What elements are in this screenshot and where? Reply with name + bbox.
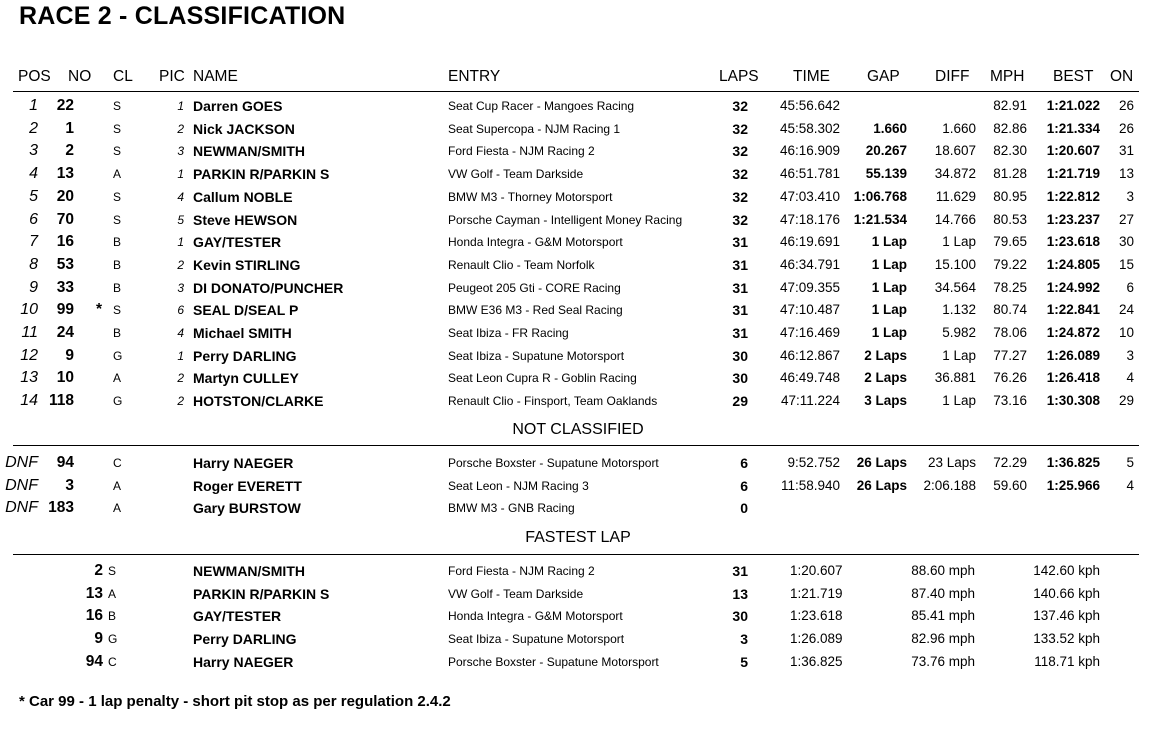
entry-cell: Porsche Boxster - Supatune Motorsport xyxy=(448,456,659,470)
entry-cell: VW Golf - Team Darkside xyxy=(448,167,584,182)
table-row xyxy=(0,322,1153,344)
class-cell: G xyxy=(108,632,118,647)
diff-cell: 14.766 xyxy=(934,211,976,227)
on-lap-cell: 24 xyxy=(1118,302,1134,318)
driver-name-cell: Kevin STIRLING xyxy=(193,256,301,273)
diff-cell: 23 Laps xyxy=(927,455,976,470)
entry-cell: Seat Ibiza - FR Racing xyxy=(448,326,569,340)
speed-mph-cell: 73.76 mph xyxy=(911,653,975,669)
class-cell: A xyxy=(113,501,122,515)
fastest-lap-heading: FASTEST LAP xyxy=(525,529,631,546)
time-cell: 47:18.176 xyxy=(779,211,840,227)
driver-name-cell: PARKIN R/PARKIN S xyxy=(193,166,330,183)
mph-cell: 73.16 xyxy=(993,393,1027,409)
gap-cell: 26 Laps xyxy=(856,455,907,470)
gap-cell: 1.660 xyxy=(873,120,907,136)
table-row xyxy=(0,277,1153,299)
pic-cell: 3 xyxy=(177,144,184,159)
entry-cell: Seat Ibiza - Supatune Motorsport xyxy=(448,632,625,647)
entry-cell: Renault Clio - Team Norfolk xyxy=(448,257,595,272)
best-lap-cell: 1:25.966 xyxy=(1046,477,1100,493)
pos-cell: DNF xyxy=(5,499,38,516)
speed-kph-cell: 142.60 kph xyxy=(1033,563,1100,578)
car-number-cell: 70 xyxy=(56,210,74,228)
entry-cell: BMW M3 - GNB Racing xyxy=(448,501,575,515)
on-lap-cell: 15 xyxy=(1118,256,1134,272)
table-row xyxy=(0,140,1153,162)
class-cell: A xyxy=(113,478,122,493)
fastest-lap-row xyxy=(0,560,1153,582)
driver-name-cell: Gary BURSTOW xyxy=(193,500,301,516)
best-lap-cell: 1:30.308 xyxy=(1046,393,1100,409)
class-cell: S xyxy=(113,303,122,318)
diff-cell: 1 Lap xyxy=(942,393,976,409)
header-no: NO xyxy=(68,68,92,85)
time-cell: 47:16.469 xyxy=(779,325,840,340)
table-row xyxy=(0,299,1153,321)
entry-cell: BMW M3 - Thorney Motorsport xyxy=(448,189,613,204)
pos-cell: 9 xyxy=(29,278,38,296)
diff-cell: 1.660 xyxy=(942,120,976,136)
car-number-cell: 13 xyxy=(85,584,103,602)
class-cell: B xyxy=(113,280,122,295)
on-lap-cell: 6 xyxy=(1126,279,1134,295)
gap-cell: 1 Lap xyxy=(871,256,907,272)
class-cell: B xyxy=(113,235,122,250)
pos-cell: 10 xyxy=(20,301,38,319)
car-number-cell: 2 xyxy=(65,142,74,160)
pic-cell: 1 xyxy=(177,235,184,250)
pos-cell: 4 xyxy=(29,165,38,183)
pos-cell: 14 xyxy=(20,392,38,410)
header-diff: DIFF xyxy=(935,68,970,85)
time-cell: 45:56.642 xyxy=(779,98,840,113)
gap-cell: 3 Laps xyxy=(864,393,907,409)
class-cell: A xyxy=(113,371,122,386)
car-number-cell: 3 xyxy=(65,476,74,494)
driver-name-cell: Darren GOES xyxy=(193,98,283,114)
car-number-cell: 94 xyxy=(56,454,74,471)
table-row xyxy=(0,390,1153,412)
table-row xyxy=(0,254,1153,276)
table-row xyxy=(0,95,1153,117)
laps-cell: 32 xyxy=(732,98,748,114)
on-lap-cell: 27 xyxy=(1118,211,1134,227)
pos-cell: 7 xyxy=(29,233,38,251)
speed-kph-cell: 137.46 kph xyxy=(1033,608,1100,624)
header-cl: CL xyxy=(113,68,133,85)
time-cell: 47:09.355 xyxy=(779,279,840,295)
header-laps: LAPS xyxy=(719,68,759,85)
page-title: RACE 2 - CLASSIFICATION xyxy=(19,2,346,30)
gap-cell: 1 Lap xyxy=(871,302,907,318)
lap-number-cell: 31 xyxy=(732,563,748,579)
car-number-cell: 22 xyxy=(56,97,74,114)
driver-name-cell: Perry DARLING xyxy=(193,631,297,648)
table-row xyxy=(0,118,1153,140)
diff-cell: 1 Lap xyxy=(942,234,976,250)
time-cell: 46:34.791 xyxy=(779,256,840,272)
mph-cell: 78.25 xyxy=(993,279,1027,295)
pos-cell: 1 xyxy=(29,97,38,114)
laps-cell: 31 xyxy=(732,279,748,296)
entry-cell: Honda Integra - G&M Motorsport xyxy=(448,235,623,250)
gap-cell: 1 Lap xyxy=(871,325,907,340)
class-cell: B xyxy=(113,257,122,272)
pos-cell: 5 xyxy=(29,187,38,205)
best-lap-cell: 1:24.805 xyxy=(1046,256,1100,272)
driver-name-cell: PARKIN R/PARKIN S xyxy=(193,585,330,602)
car-number-cell: 20 xyxy=(56,187,74,205)
driver-name-cell: HOTSTON/CLARKE xyxy=(193,393,324,410)
best-lap-cell: 1:26.089 xyxy=(1046,347,1100,363)
time-cell: 46:12.867 xyxy=(779,347,840,363)
not-classified-heading: NOT CLASSIFIED xyxy=(512,421,644,438)
header-mph: MPH xyxy=(990,68,1025,85)
pic-cell: 4 xyxy=(177,189,184,204)
pic-cell: 1 xyxy=(177,99,184,113)
best-lap-cell: 1:36.825 xyxy=(1046,455,1100,470)
entry-cell: VW Golf - Team Darkside xyxy=(448,586,584,601)
on-lap-cell: 4 xyxy=(1126,477,1134,493)
car-number-cell: 2 xyxy=(94,562,103,579)
best-lap-cell: 1:21.334 xyxy=(1046,120,1100,136)
speed-mph-cell: 85.41 mph xyxy=(911,608,975,624)
mph-cell: 80.53 xyxy=(993,211,1027,227)
table-row xyxy=(0,497,1153,519)
mph-cell: 80.74 xyxy=(993,302,1027,318)
driver-name-cell: Steve HEWSON xyxy=(193,211,298,228)
class-cell: S xyxy=(108,564,117,578)
driver-name-cell: DI DONATO/PUNCHER xyxy=(193,279,344,296)
driver-name-cell: Callum NOBLE xyxy=(193,188,293,205)
lap-number-cell: 5 xyxy=(740,653,748,670)
class-cell: G xyxy=(113,348,123,363)
speed-mph-cell: 88.60 mph xyxy=(911,563,975,578)
laps-cell: 32 xyxy=(732,166,748,183)
gap-cell: 1:06.768 xyxy=(853,188,907,204)
driver-name-cell: Roger EVERETT xyxy=(193,477,302,494)
diff-cell: 34.564 xyxy=(934,279,976,295)
mph-cell: 78.06 xyxy=(993,325,1027,340)
mph-cell: 76.26 xyxy=(993,370,1027,386)
pic-cell: 5 xyxy=(177,212,184,227)
table-row xyxy=(0,209,1153,231)
best-lap-cell: 1:21.719 xyxy=(1046,166,1100,182)
header-entry: ENTRY xyxy=(448,68,501,85)
pos-cell: DNF xyxy=(5,454,38,471)
driver-name-cell: NEWMAN/SMITH xyxy=(193,143,305,160)
driver-name-cell: NEWMAN/SMITH xyxy=(193,563,305,579)
diff-cell: 18.607 xyxy=(934,143,976,159)
table-row xyxy=(0,186,1153,208)
mph-cell: 82.30 xyxy=(993,143,1027,159)
gap-cell: 1 Lap xyxy=(871,279,907,295)
table-row xyxy=(0,367,1153,389)
lap-time-cell: 1:26.089 xyxy=(790,631,843,647)
pos-cell: 11 xyxy=(21,324,38,341)
table-row xyxy=(0,345,1153,367)
pic-cell: 6 xyxy=(177,303,184,318)
pos-cell: 2 xyxy=(29,119,38,137)
gap-cell: 1 Lap xyxy=(871,234,907,250)
laps-cell: 0 xyxy=(740,500,748,516)
pos-cell: DNF xyxy=(5,476,38,494)
lap-time-cell: 1:36.825 xyxy=(790,653,843,669)
pic-cell: 1 xyxy=(177,348,184,363)
entry-cell: Seat Leon - NJM Racing 3 xyxy=(448,478,589,493)
car-number-cell: 13 xyxy=(56,165,74,183)
laps-cell: 30 xyxy=(732,370,748,387)
best-lap-cell: 1:23.237 xyxy=(1046,211,1100,227)
mph-cell: 81.28 xyxy=(993,166,1027,182)
mph-cell: 82.91 xyxy=(993,98,1027,113)
header-gap: GAP xyxy=(867,68,900,85)
diff-cell: 2:06.188 xyxy=(923,477,976,493)
laps-cell: 6 xyxy=(740,477,748,494)
mph-cell: 79.65 xyxy=(993,234,1027,250)
footnote: * Car 99 - 1 lap penalty - short pit stop as per regulation 2.4.2 xyxy=(19,693,451,710)
time-cell: 46:51.781 xyxy=(779,166,840,182)
mph-cell: 79.22 xyxy=(993,256,1027,272)
on-lap-cell: 29 xyxy=(1118,393,1134,409)
pos-cell: 3 xyxy=(29,142,38,160)
fastest-lap-row xyxy=(0,651,1153,673)
header-time: TIME xyxy=(793,68,831,85)
time-cell: 46:16.909 xyxy=(779,143,840,159)
best-lap-cell: 1:24.992 xyxy=(1046,279,1100,295)
car-number-cell: 53 xyxy=(56,255,74,273)
pic-cell: 1 xyxy=(177,167,184,182)
on-lap-cell: 26 xyxy=(1118,120,1134,136)
pic-cell: 4 xyxy=(177,326,184,340)
gap-cell: 55.139 xyxy=(865,166,907,182)
best-lap-cell: 1:24.872 xyxy=(1046,325,1100,340)
laps-cell: 6 xyxy=(740,455,748,471)
entry-cell: BMW E36 M3 - Red Seal Racing xyxy=(448,303,623,318)
class-cell: B xyxy=(113,326,122,340)
time-cell: 47:03.410 xyxy=(779,188,840,204)
speed-kph-cell: 140.66 kph xyxy=(1033,585,1100,601)
time-cell: 47:10.487 xyxy=(779,302,840,318)
class-cell: S xyxy=(113,99,122,113)
class-cell: C xyxy=(113,456,122,470)
on-lap-cell: 3 xyxy=(1126,347,1134,363)
driver-name-cell: SEAL D/SEAL P xyxy=(193,302,299,319)
laps-cell: 32 xyxy=(732,143,748,160)
class-cell: S xyxy=(113,212,122,227)
gap-cell: 1:21.534 xyxy=(853,211,907,227)
on-lap-cell: 10 xyxy=(1118,325,1134,340)
time-cell: 46:49.748 xyxy=(779,370,840,386)
class-cell: S xyxy=(113,144,122,159)
lap-number-cell: 3 xyxy=(740,631,748,648)
entry-cell: Seat Cup Racer - Mangoes Racing xyxy=(448,99,635,113)
entry-cell: Porsche Boxster - Supatune Motorsport xyxy=(448,654,659,669)
fastest-lap-row xyxy=(0,628,1153,650)
entry-cell: Seat Supercopa - NJM Racing 1 xyxy=(448,121,621,136)
table-row xyxy=(0,163,1153,185)
car-number-cell: 16 xyxy=(56,233,74,251)
car-number-cell: 10 xyxy=(56,369,74,387)
best-lap-cell: 1:20.607 xyxy=(1046,143,1100,159)
lap-time-cell: 1:20.607 xyxy=(790,563,843,578)
car-number-cell: 94 xyxy=(85,652,103,670)
header-divider xyxy=(13,91,1139,92)
on-lap-cell: 26 xyxy=(1118,98,1134,113)
time-cell: 9:52.752 xyxy=(787,455,840,470)
penalty-marker: * xyxy=(96,301,103,319)
table-row xyxy=(0,231,1153,253)
diff-cell: 1 Lap xyxy=(942,347,976,363)
lap-number-cell: 13 xyxy=(732,585,748,602)
speed-kph-cell: 118.71 kph xyxy=(1034,653,1100,669)
entry-cell: Seat Ibiza - Supatune Motorsport xyxy=(448,348,625,363)
entry-cell: Seat Leon Cupra R - Goblin Racing xyxy=(448,371,637,386)
car-number-cell: 118 xyxy=(48,392,74,410)
on-lap-cell: 5 xyxy=(1126,455,1134,470)
on-lap-cell: 30 xyxy=(1118,234,1134,250)
mph-cell: 77.27 xyxy=(993,347,1027,363)
class-cell: A xyxy=(108,586,117,601)
time-cell: 47:11.224 xyxy=(780,393,840,409)
car-number-cell: 99 xyxy=(56,301,74,319)
table-row xyxy=(0,452,1153,474)
diff-cell: 34.872 xyxy=(934,166,976,182)
class-cell: S xyxy=(113,189,122,204)
class-cell: G xyxy=(113,394,123,409)
car-number-cell: 9 xyxy=(94,630,103,648)
fastest-lap-divider xyxy=(13,554,1139,555)
laps-cell: 32 xyxy=(732,120,748,137)
pic-cell: 2 xyxy=(177,394,184,409)
header-best: BEST xyxy=(1053,68,1094,85)
table-row xyxy=(0,475,1153,497)
laps-cell: 32 xyxy=(732,188,748,205)
laps-cell: 31 xyxy=(732,234,748,251)
laps-cell: 31 xyxy=(732,256,748,273)
class-cell: S xyxy=(113,121,122,136)
mph-cell: 59.60 xyxy=(993,477,1027,493)
gap-cell: 26 Laps xyxy=(856,477,907,493)
entry-cell: Renault Clio - Finsport, Team Oaklands xyxy=(448,394,658,409)
car-number-cell: 24 xyxy=(56,324,74,341)
lap-time-cell: 1:23.618 xyxy=(790,608,843,624)
speed-kph-cell: 133.52 kph xyxy=(1033,631,1100,647)
time-cell: 46:19.691 xyxy=(779,234,840,250)
diff-cell: 5.982 xyxy=(942,325,976,340)
best-lap-cell: 1:23.618 xyxy=(1046,234,1100,250)
laps-cell: 30 xyxy=(732,347,748,364)
diff-cell: 1.132 xyxy=(942,302,976,318)
on-lap-cell: 31 xyxy=(1118,143,1134,159)
entry-cell: Ford Fiesta - NJM Racing 2 xyxy=(448,144,595,159)
header-pos: POS xyxy=(18,68,51,85)
driver-name-cell: Michael SMITH xyxy=(193,325,292,341)
gap-cell: 20.267 xyxy=(865,143,907,159)
best-lap-cell: 1:22.812 xyxy=(1046,188,1100,204)
driver-name-cell: Harry NAEGER xyxy=(193,653,294,670)
driver-name-cell: Harry NAEGER xyxy=(193,455,294,471)
speed-mph-cell: 87.40 mph xyxy=(911,585,975,601)
laps-cell: 29 xyxy=(732,393,748,410)
car-number-cell: 1 xyxy=(65,119,74,137)
class-cell: B xyxy=(108,609,117,624)
pic-cell: 3 xyxy=(177,280,184,295)
entry-cell: Ford Fiesta - NJM Racing 2 xyxy=(448,564,595,578)
not-classified-divider xyxy=(13,445,1139,446)
header-on: ON xyxy=(1110,68,1134,85)
gap-cell: 2 Laps xyxy=(864,347,907,363)
entry-cell: Porsche Cayman - Intelligent Money Racing xyxy=(448,212,683,227)
speed-mph-cell: 82.96 mph xyxy=(911,631,975,647)
laps-cell: 31 xyxy=(732,302,748,319)
on-lap-cell: 3 xyxy=(1126,188,1134,204)
driver-name-cell: Perry DARLING xyxy=(193,347,297,364)
fastest-lap-row xyxy=(0,605,1153,627)
best-lap-cell: 1:21.022 xyxy=(1046,98,1100,113)
driver-name-cell: GAY/TESTER xyxy=(193,234,282,251)
mph-cell: 72.29 xyxy=(993,455,1027,470)
driver-name-cell: Martyn CULLEY xyxy=(193,370,299,387)
pos-cell: 6 xyxy=(29,210,38,228)
best-lap-cell: 1:22.841 xyxy=(1046,302,1100,318)
car-number-cell: 33 xyxy=(56,278,74,296)
class-cell: A xyxy=(113,167,122,182)
diff-cell: 36.881 xyxy=(934,370,976,386)
time-cell: 11:58.940 xyxy=(780,477,840,493)
driver-name-cell: GAY/TESTER xyxy=(193,608,282,625)
pos-cell: 13 xyxy=(20,369,38,387)
car-number-cell: 183 xyxy=(48,499,74,516)
pic-cell: 2 xyxy=(177,121,184,136)
driver-name-cell: Nick JACKSON xyxy=(193,120,295,137)
pos-cell: 8 xyxy=(29,255,38,273)
entry-cell: Peugeot 205 Gti - CORE Racing xyxy=(448,280,621,295)
car-number-cell: 9 xyxy=(65,346,74,364)
fastest-lap-row xyxy=(0,583,1153,605)
class-cell: C xyxy=(108,654,117,669)
laps-cell: 32 xyxy=(732,211,748,228)
lap-time-cell: 1:21.719 xyxy=(790,585,843,601)
time-cell: 45:58.302 xyxy=(779,120,840,136)
pic-cell: 2 xyxy=(177,257,184,272)
diff-cell: 15.100 xyxy=(934,256,976,272)
diff-cell: 11.629 xyxy=(935,188,976,204)
lap-number-cell: 30 xyxy=(732,608,748,625)
pic-cell: 2 xyxy=(177,371,184,386)
on-lap-cell: 13 xyxy=(1118,166,1134,182)
gap-cell: 2 Laps xyxy=(864,370,907,386)
header-pic: PIC xyxy=(159,68,185,85)
mph-cell: 80.95 xyxy=(993,188,1027,204)
pos-cell: 12 xyxy=(20,346,38,364)
mph-cell: 82.86 xyxy=(993,120,1027,136)
header-name: NAME xyxy=(193,68,238,85)
laps-cell: 31 xyxy=(732,325,748,341)
entry-cell: Honda Integra - G&M Motorsport xyxy=(448,609,623,624)
on-lap-cell: 4 xyxy=(1126,370,1134,386)
car-number-cell: 16 xyxy=(85,607,103,625)
best-lap-cell: 1:26.418 xyxy=(1046,370,1100,386)
